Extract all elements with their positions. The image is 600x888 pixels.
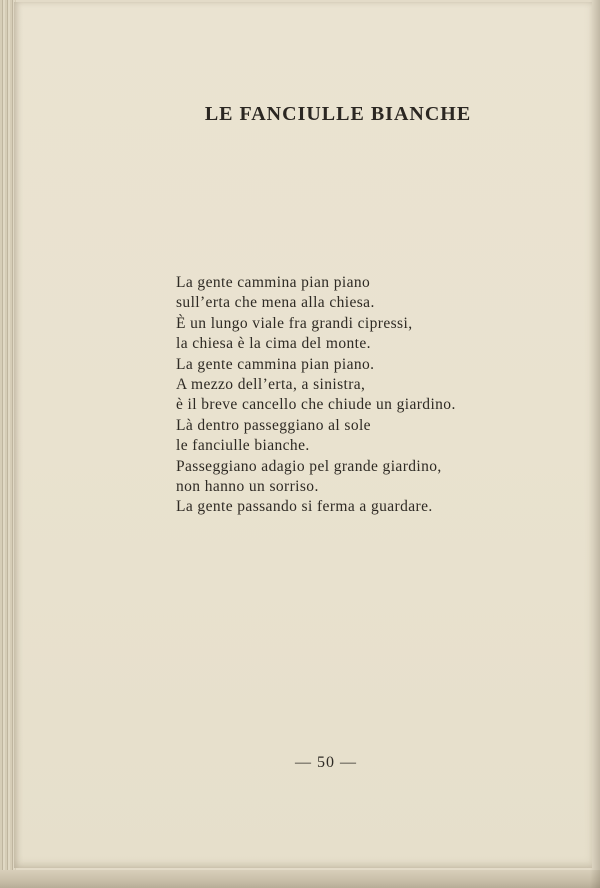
poem-line: A mezzo dell’erta, a sinistra, <box>176 376 366 394</box>
poem-line: È un lungo viale fra grandi cipressi, <box>176 314 413 332</box>
poem-line: sull’erta che mena alla chiesa. <box>176 294 375 312</box>
poem-body <box>176 273 576 518</box>
page-number: — 50 — <box>295 754 357 771</box>
poem-line: Là dentro passeggiano al sole <box>176 416 371 434</box>
poem-line: La gente passando si ferma a guardare. <box>176 498 433 516</box>
poem-line: la chiesa è la cima del monte. <box>176 335 371 353</box>
poem-line: La gente cammina pian piano <box>176 274 371 291</box>
book-page <box>14 2 592 868</box>
poem-line: è il breve cancello che chiude un giardino. <box>176 396 456 414</box>
poem-line: La gente cammina pian piano. <box>176 355 375 373</box>
poem-line: non hanno un sorriso. <box>176 478 319 496</box>
poem-line: Passeggiano adagio pel grande giardino, <box>176 457 442 475</box>
poem-title: LE FANCIULLE BIANCHE <box>204 103 472 125</box>
poem-line: le fanciulle bianche. <box>176 437 310 455</box>
page-edges-bottom <box>0 870 600 888</box>
